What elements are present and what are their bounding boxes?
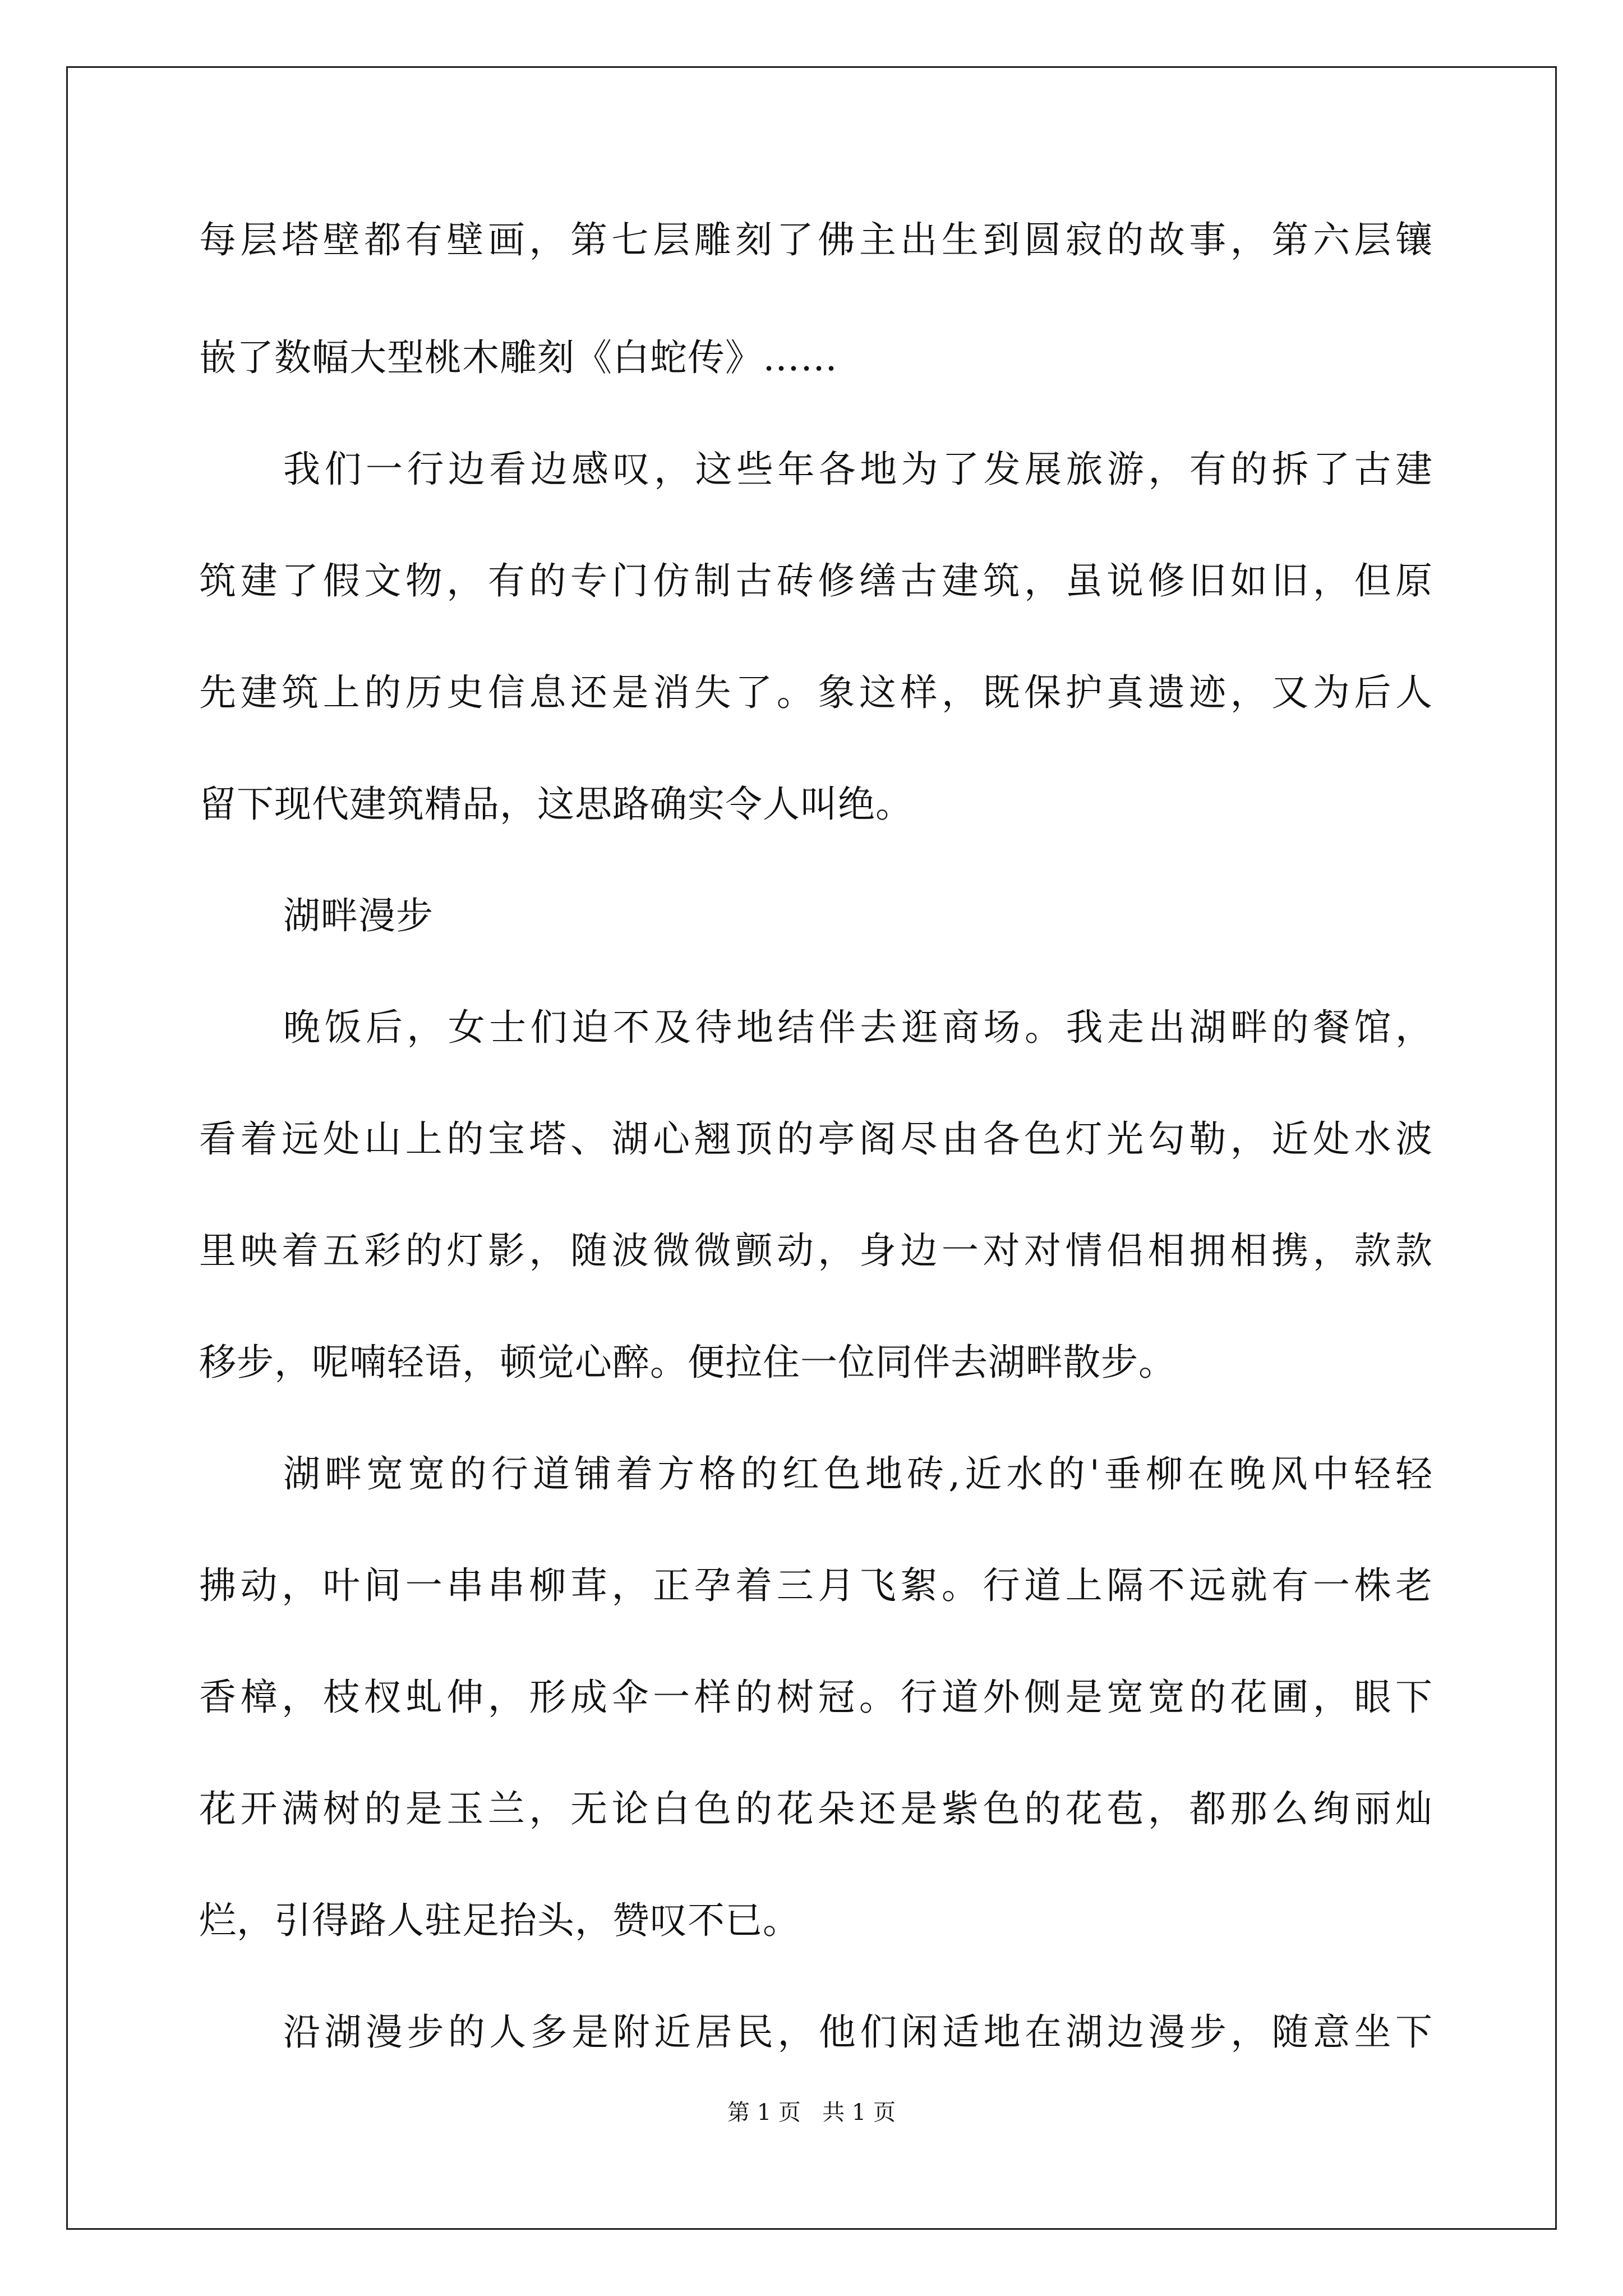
paragraph-first-line: 湖畔宽宽的行道铺着方格的红色地砖,近水的'垂柳在晚风中轻轻 [283,1452,1433,1496]
text-line: 留下现代建筑精品，这思路确实令人叫绝。 [199,783,913,826]
text-line: 拂动，叶间一串串柳茸，正孕着三月飞絮。行道上隔不远就有一株老 [199,1564,1433,1607]
text-line: 筑建了假文物，有的专门仿制古砖修缮古建筑，虽说修旧如旧，但原 [199,559,1433,602]
page-footer: 第 1 页 共 1 页 [727,2100,896,2125]
text-line: 香樟，枝杈虬伸，形成伞一样的树冠。行道外侧是宽宽的花圃，眼下 [199,1676,1433,1719]
section-heading: 湖畔漫步 [283,894,434,937]
text-line: 花开满树的是玉兰，无论白色的花朵还是紫色的花苞，都那么绚丽灿 [199,1787,1433,1830]
text-line: 里映着五彩的灯影，随波微微颤动，身边一对对情侣相拥相携，款款 [199,1229,1433,1272]
text-line: 移步，呢喃轻语，顿觉心醉。便拉住一位同伴去湖畔散步。 [199,1341,1176,1384]
paragraph-first-line: 晚饭后，女士们迫不及待地结伴去逛商场。我走出湖畔的餐馆， [283,1006,1433,1049]
text-line: 先建筑上的历史信息还是消失了。象这样，既保护真遗迹，又为后人 [199,671,1433,714]
text-line: 烂，引得路人驻足抬头，赞叹不已。 [199,1899,800,1942]
text-line: 看着远处山上的宝塔、湖心翘顶的亭阁尽由各色灯光勾勒，近处水波 [199,1117,1433,1161]
text-line: 嵌了数幅大型桃木雕刻《白蛇传》…… [199,336,838,379]
paragraph-first-line: 沿湖漫步的人多是附近居民，他们闲适地在湖边漫步，随意坐下 [283,2010,1433,2054]
text-line: 每层塔壁都有壁画，第七层雕刻了佛主出生到圆寂的故事，第六层镶 [199,218,1433,261]
paragraph-first-line: 我们一行边看边感叹，这些年各地为了发展旅游，有的拆了古建 [283,448,1433,491]
